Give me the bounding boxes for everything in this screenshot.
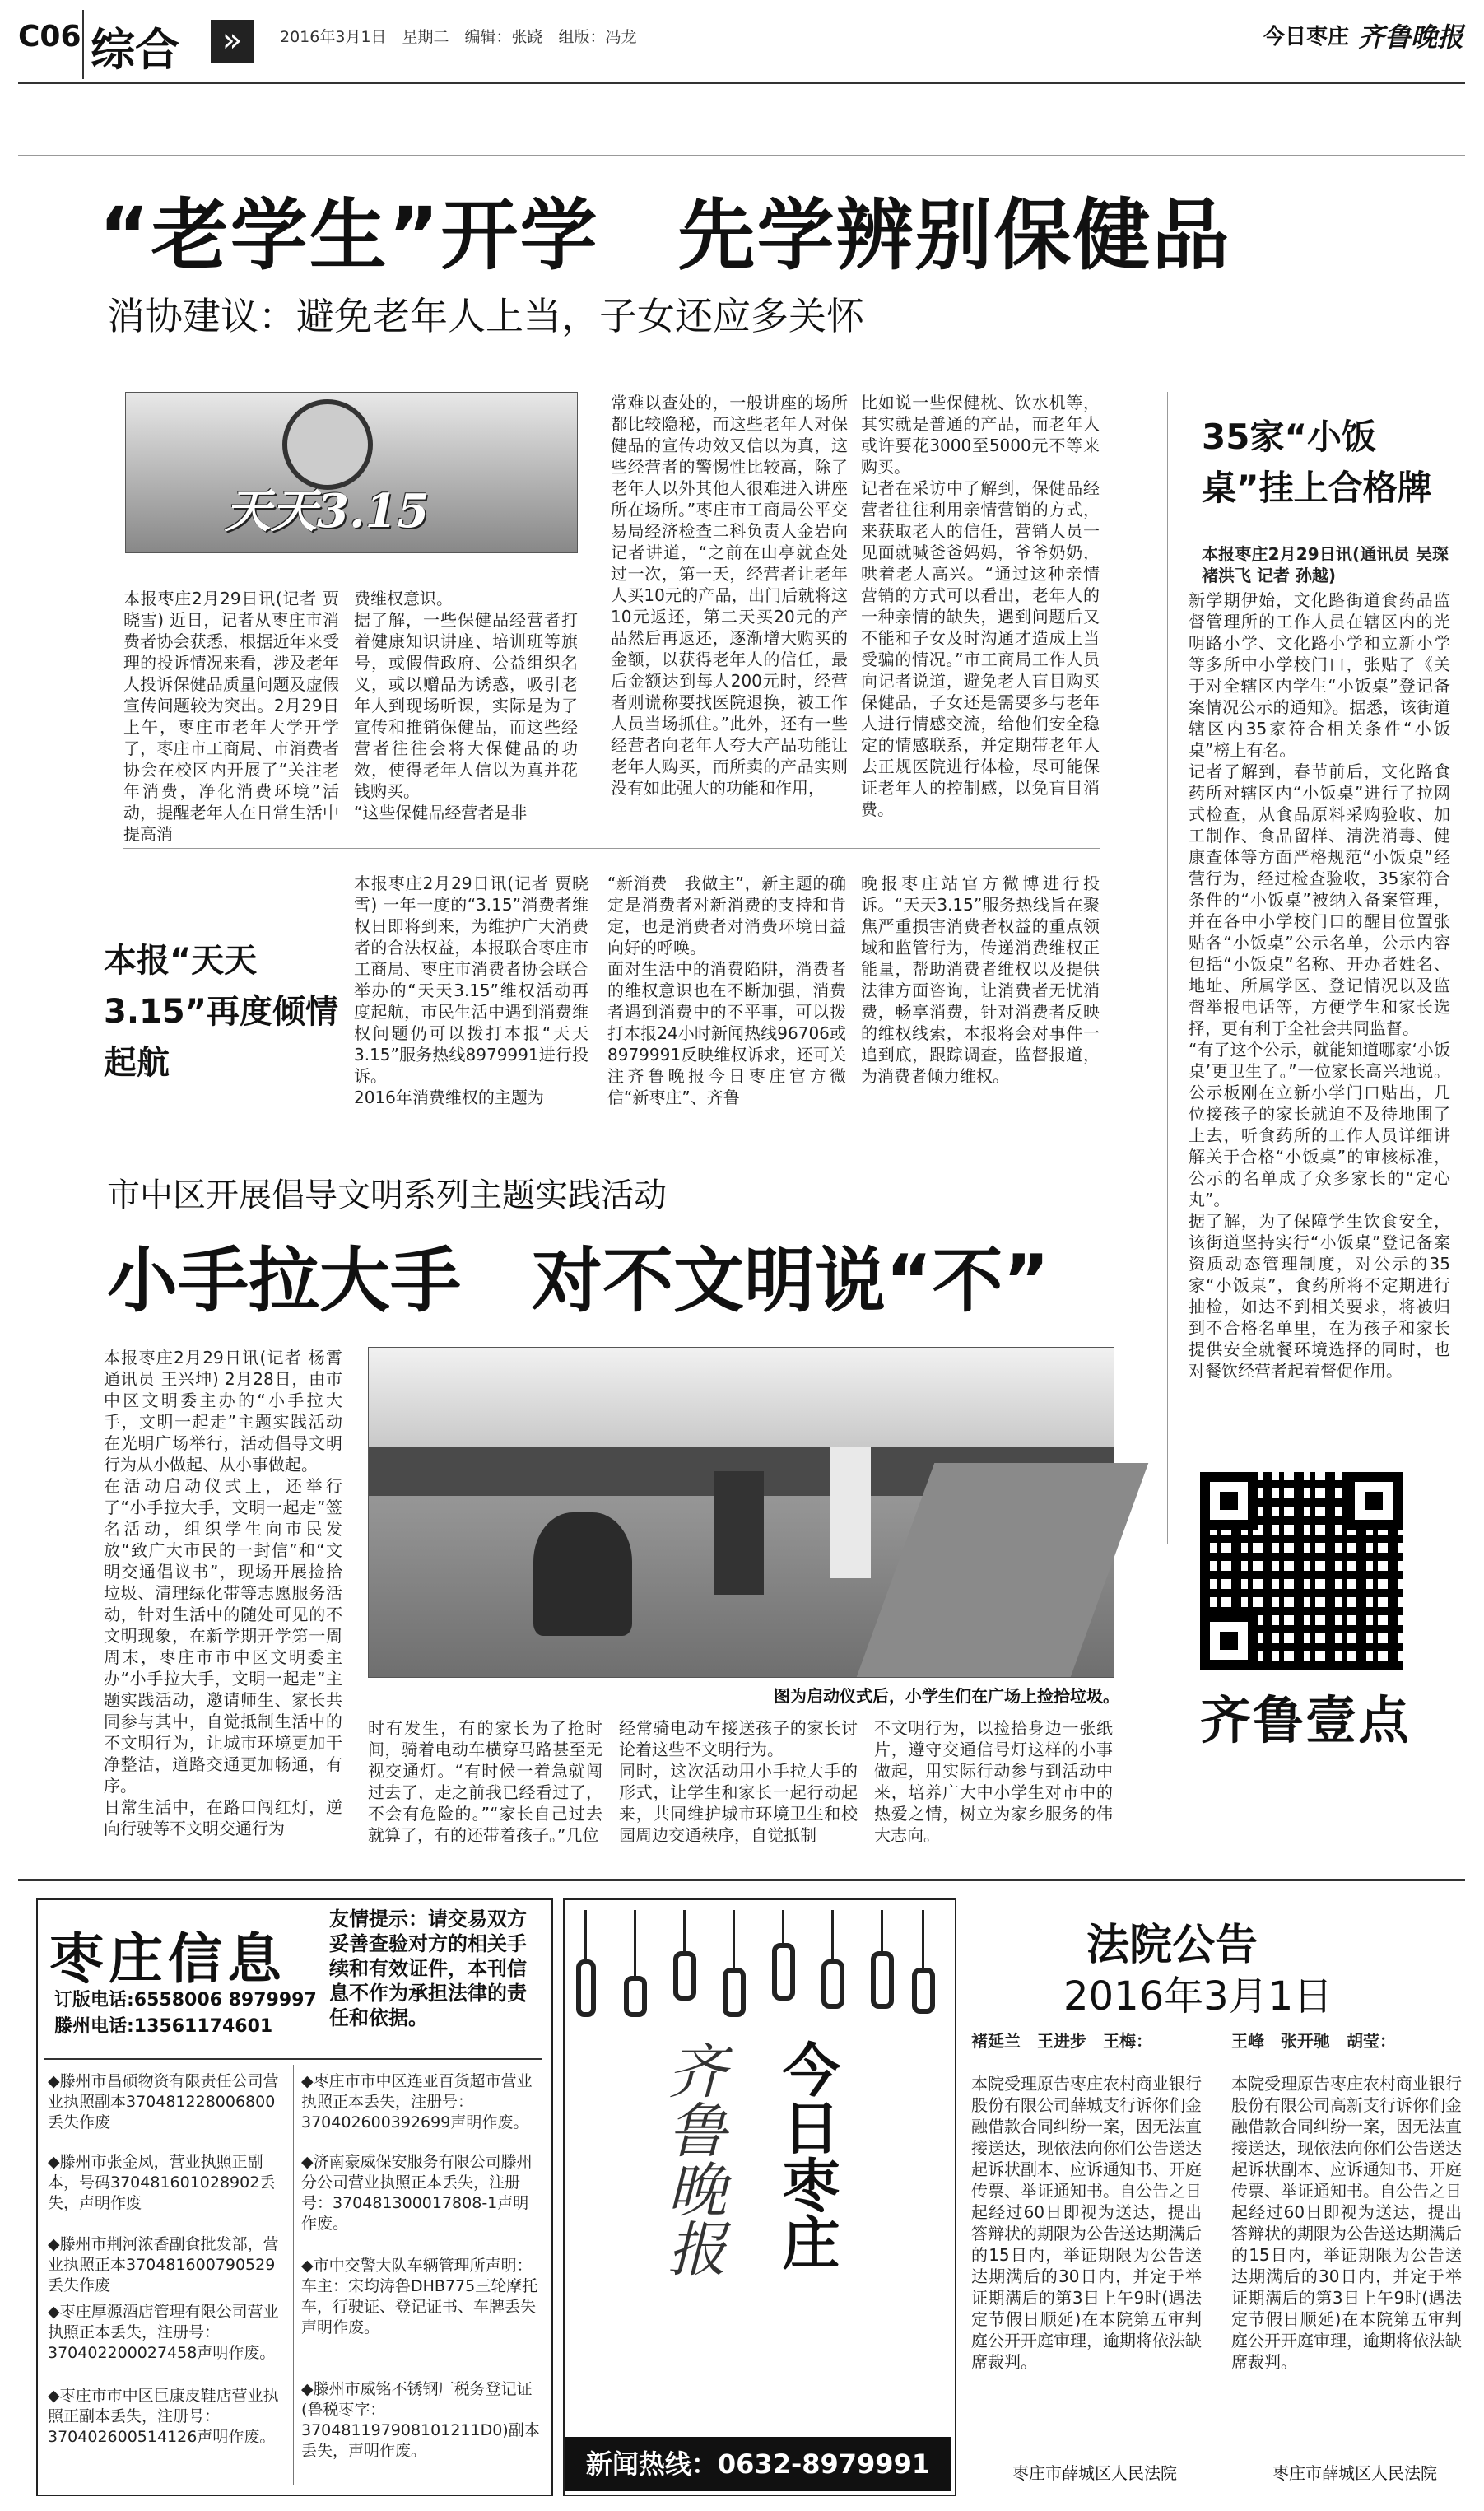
civility-headline: 小手拉大手 对不文明说“不” <box>107 1240 1050 1322</box>
lead-headline: “老学生”开学 先学辨别保健品 <box>99 191 1231 281</box>
tiantian-col-2: “新消费 我做主”，新主题的确定是消费者对新消费的支持和肯定，也是消费者对消费环境日益向好的呼唤。 面对生活中的消费陷阱，消费者的维权意识也在不断加强，消费者遇到消费中的不平事，可以拨打本报24小时新闻热线96706或8979991反映维权诉求，还可关注齐鲁晚报今日枣庄官方微信“新枣庄”、齐鲁 <box>607 873 846 1107</box>
lead-col-1: 本报枣庄2月29日讯(记者 贾晓雪) 近日，记者从枣庄市消费者协会获悉，根据近年来受理的投诉情况来看，涉及老年人投诉保健品质量问题及虚假宣传问题较为突出。2月29日上午，枣庄市老年大学开学了，枣庄市工商局、市消费者协会在校区内开展了“关注老年消费，净化消费环境”活动，提醒老年人在日常生活中提高消 <box>123 589 339 844</box>
section-name: 综合 <box>91 24 179 76</box>
civility-kicker: 市中区开展倡导文明系列主题实践活动 <box>107 1176 667 1214</box>
court-right-names: 王峰 张开驰 胡莹： <box>1231 2031 1396 2051</box>
promo-hotline: 新闻热线：0632-8979991 <box>565 2437 951 2491</box>
civility-col-4: 不文明行为，以捡拾身边一张纸片，遵守交通信号灯这样的小事做起，用实际行动参与到活动中来，培养广大中小学生对市中的热爱之情，树立为家乡服务的伟大志向。 <box>874 1718 1113 1845</box>
xiaofanzhuo-text: 新学期伊始，文化路街道食药品监督管理所的工作人员在辖区内的光明路小学、文化路小学和立新小学等多所中小学校门口，张贴了《关于对全辖区内学生“小饭桌”登记备案情况公示的通知》。据悉，该街道辖区内35家符合相关条件“小饭桌”榜上有名。 记者了解到，春节前后，文化路食药所对辖区内“小饭桌”进行了拉网式检查，从食品原料采购验收、加工制作、食品留样、清洗消毒、健康查体等方面严格规范“小饭桌”经营行为，经过检查验收，35家符合条件的“小饭桌”被纳入备案管理，并在各中小学校门口的醒目位置张贴各“小饭桌”公示名单，公示内容包括“小饭桌”名称、开办者姓名、地址、所属学区、登记情况以及监督举报电话等，方便学生和家长选择，更有利于全社会共同监督。 “有了这个公示，就能知道哪家‘小饭桌’更卫生了。”一位家长高兴地说。公示板刚在立新小学门口贴出，几位接孩子的家长就迫不及待地围了上去，听食药所的工作人员详细讲解关于合格“小饭桌”的审核标准，公示的名单成了众多家长的“定心丸”。 据了解，为了保障学生饮食安全，该街道坚持实行“小饭桌”登记备案资质动态管理制度，对公示的35家“小饭桌”，食药所将不定期进行抽检，如达不到相关要求，将被归到不合格名单里，在为孩子和家长提供安全就餐环境选择的同时，也对餐饮经营者起着督促作用。 <box>1189 590 1450 1381</box>
paper-logo: 齐鲁晚报 <box>1358 21 1464 53</box>
classified-phone-2: 滕州电话:13561174601 <box>54 2016 273 2037</box>
court-date: 2016年3月1日 <box>1063 1973 1333 2020</box>
classified-right-3: ◆滕州市威铭不锈钢厂税务登记证(鲁税枣字：370481197908101211D0)副本丢失，声明作废。 <box>301 2380 540 2460</box>
lead-col-2: 费维权意识。 据了解，一些保健品经营者打着健康知识讲座、培训班等旗号，或假借政府、公益组织名义，或以赠品为诱惑，吸引老年人到现场听课，实际是为了宣传和推销保健品，而这些经营者往往会将大保健品的功效，使得老年人信以为真并花钱购买。 “这些保健品经营者是非 <box>354 589 578 822</box>
classified-title: 枣庄信息 <box>49 1927 286 1991</box>
classified-left-2: ◆滕州市荆河浓香副食批发部，营业执照正本370481600790529丢失作废 <box>48 2235 279 2294</box>
page-code: C06 <box>18 20 81 54</box>
civility-col-3: 经常骑电动车接送孩子的家长讨论着这些不文明行为。 同时，这次活动用小手拉大手的形式，让学生和家长一起行动起来，共同维护城市环境卫生和校园周边交通秩序，自觉抵制 <box>619 1718 858 1845</box>
tiantian-315-logo: 天天3.15 <box>125 392 578 553</box>
promo-name-2: 齐鲁晚报 <box>658 2040 727 2277</box>
xiaofanzhuo-headline: 35家“小饭桌”挂上合格牌 <box>1202 417 1432 508</box>
classified-right-1: ◆济南豪威保安服务有限公司滕州分公司营业执照正本丢失，注册号：370481300017808-1声明作废。 <box>301 2153 533 2233</box>
lead-col-4: 比如说一些保健枕、饮水机等，其实就是普通的产品，而老年人或许要花3000至5000元不等来购买。 记者在采访中了解到，保健品经营者往往利用亲情营销的方式，来获取老人的信任，营销人员一见面就喊爸爸妈妈，爷爷奶奶，哄着老人高兴。“通过这种亲情营销的方式可以看出，老年人的一种亲情的缺失，遇到问题后又不能和子女及时沟通才造成上当受骗的情况。”市工商局工作人员向记者说道，避免老人盲目购买保健品，子女还是需要多与老年人进行情感交流，给他们安全稳定的情感联系，并定期带老年人去正规医院进行体检，尽可能保证老年人的控制感，以免盲目消费。 <box>861 393 1100 819</box>
telephone-icons <box>576 1910 938 2025</box>
tiantian-headline: 本报“天天3.15”再度倾情起航 <box>104 942 338 1082</box>
classified-left-0: ◆滕州市昌硕物资有限责任公司营业执照副本370481228006800丢失作废 <box>48 2072 279 2131</box>
classified-left-1: ◆滕州市张金凤，营业执照正副本，号码370481601028902丢失，声明作废 <box>48 2153 276 2212</box>
promo-name-1: 今日枣庄 <box>773 2040 840 2271</box>
lead-subhead: 消协建议：避免老年人上当，子女还应多关怀 <box>107 294 864 338</box>
double-chevron-icon: » <box>211 20 254 63</box>
court-title: 法院公告 <box>1086 1921 1258 1970</box>
activity-photo <box>368 1347 1114 1678</box>
classified-notice: 友情提示：请交易双方妥善查验对方的相关手续和有效证件，本刊信息不作为承担法律的责任和依据。 <box>329 1908 527 2029</box>
classified-left-3: ◆枣庄厚源酒店管理有限公司营业执照正本丢失，注册号：370402200027458声明作废。 <box>48 2303 279 2362</box>
classified-right-0: ◆枣庄市市中区连亚百货超市营业执照正本丢失，注册号：370402600392699声明作废。 <box>301 2072 533 2131</box>
classified-left-4: ◆枣庄市市中区巨康皮鞋店营业执照正副本丢失，注册号：370402600514126声明作废。 <box>48 2387 279 2446</box>
paper-name: 今日枣庄 <box>1263 25 1350 49</box>
court-right-sign: 枣庄市薛城区人民法院 <box>1272 2463 1437 2483</box>
court-left-text: 本院受理原告枣庄农村商业银行股份有限公司薛城支行诉你们金融借款合同纠纷一案，因无法直接送达，现依法向你们公告送达起诉状副本、应诉通知书、开庭传票、举证通知书。自公告之日起经过60日即视为送达，提出答辩状的期限为公告送达期满后的15日内，举证期限为公告送达期满后的30日内，并定于举证期满后的第3日上午9时(遇法定节假日顺延)在本院第五审判庭公开开庭审理，逾期将依法缺席裁判。 <box>971 2074 1202 2372</box>
qr-code[interactable] <box>1200 1472 1403 1670</box>
civility-col-1: 本报枣庄2月29日讯(记者 杨霄 通讯员 王兴坤) 2月28日，由市中区文明委主办的“小手拉大手，文明一起走”主题实践活动在光明广场举行，活动倡导文明行为从小做起、从小事做起。 在活动启动仪式上，还举行了“小手拉大手，文明一起走”签名活动，组织学生向市民发放“致广大市民的一封信”和“文明交通倡议书”，现场开展捡拾垃圾、清理绿化带等志愿服务活动，针对生活中的随处可见的不文明现象，在新学期开学第一周周末，枣庄市市中区文明委主办“小手拉大手，文明一起走”主题实践活动，邀请师生、家长共同参与其中，自觉抵制生活中的不文明行为，让城市环境更加干净整洁，道路交通更加畅通，有序。 日常生活中，在路口闯红灯，逆向行驶等不文明交通行为 <box>104 1348 342 1838</box>
court-left-names: 褚延兰 王进步 王梅： <box>971 2031 1152 2051</box>
qr-brand: 齐鲁壹点 <box>1200 1690 1412 1750</box>
photo-caption: 图为启动仪式后，小学生们在广场上捡拾垃圾。 <box>774 1686 1119 1706</box>
civility-col-2: 时有发生，有的家长为了抢时间，骑着电动车横穿马路甚至无视交通灯。“有时候一着急就闯过去了，走之前我已经看过了，不会有危险的。”“家长自己过去就算了，有的还带着孩子。”几位 <box>368 1718 602 1845</box>
tiantian-col-3: 晚报枣庄站官方微博进行投诉。“天天3.15”服务热线旨在聚焦严重损害消费者权益的重点领域和监管行为，传递消费维权正能量，帮助消费者维权以及提供法律方面咨询，让消费者无忧消费，畅享消费，针对消费者反映的维权线索，本报将会对事件一追到底，跟踪调查，监督报道，为消费者倾力维权。 <box>861 873 1100 1086</box>
classified-phone-1: 订版电话:6558006 8979997 <box>54 1990 317 2010</box>
court-left-sign: 枣庄市薛城区人民法院 <box>1012 2463 1177 2483</box>
lead-col-3: 常难以查处的，一般讲座的场所都比较隐秘，而这些老年人对保健品的宣传功效又信以为真，这些经营者的警惕性比较高，除了老年人以外其他人很难进入讲座所在场所。”枣庄市工商局公平交易局经济检查二科负责人金岩向记者讲道，“之前在山亭就查处过一次，第一天，经营者让老年人买10元的产品，出门后就将这10元返还，第二天买20元的产品然后再返还，逐渐增大购买的金额，以获得老年人的信任，最后金额达到每人200元时，经营者则谎称要找医院退换，被工作人员当场抓住。”此外，还有一些经营者向老年人夸大产品功能让老年人购买，而所卖的产品实则没有如此强大的功能和作用， <box>611 393 848 798</box>
xiaofanzhuo-byline: 本报枣庄2月29日讯(通讯员 吴琛 褚洪飞 记者 孙越) <box>1202 544 1449 585</box>
classified-right-2: ◆市中交警大队车辆管理所声明：车主：宋均涛鲁DHB775三轮摩托车，行驶证、登记证书、车牌丢失声明作废。 <box>301 2257 538 2336</box>
issue-meta: 2016年3月1日 星期二 编辑：张跷 组版：冯龙 <box>280 28 637 46</box>
court-right-text: 本院受理原告枣庄农村商业银行股份有限公司高新支行诉你们金融借款合同纠纷一案，因无法直接送达，现依法向你们公告送达起诉状副本、应诉通知书、开庭传票、举证通知书。自公告之日起经过60日即视为送达，提出答辩状的期限为公告送达期满后的15日内，举证期限为公告送达期满后的30日内，并定于举证期满后的第3日上午9时(遇法定节假日顺延)在本院第五审判庭公开开庭审理，逾期将依法缺席裁判。 <box>1231 2074 1462 2372</box>
tiantian-col-1: 本报枣庄2月29日讯(记者 贾晓雪) 一年一度的“3.15”消费者维权日即将到来，为维护广大消费者的合法权益，本报联合枣庄市工商局、枣庄市消费者协会联合举办的“天天3.15”维权活动再度起航，市民生活中遇到消费维权问题仍可以拨打本报“天天3.15”服务热线8979991进行投诉。 2016年消费维权的主题为 <box>354 873 588 1107</box>
